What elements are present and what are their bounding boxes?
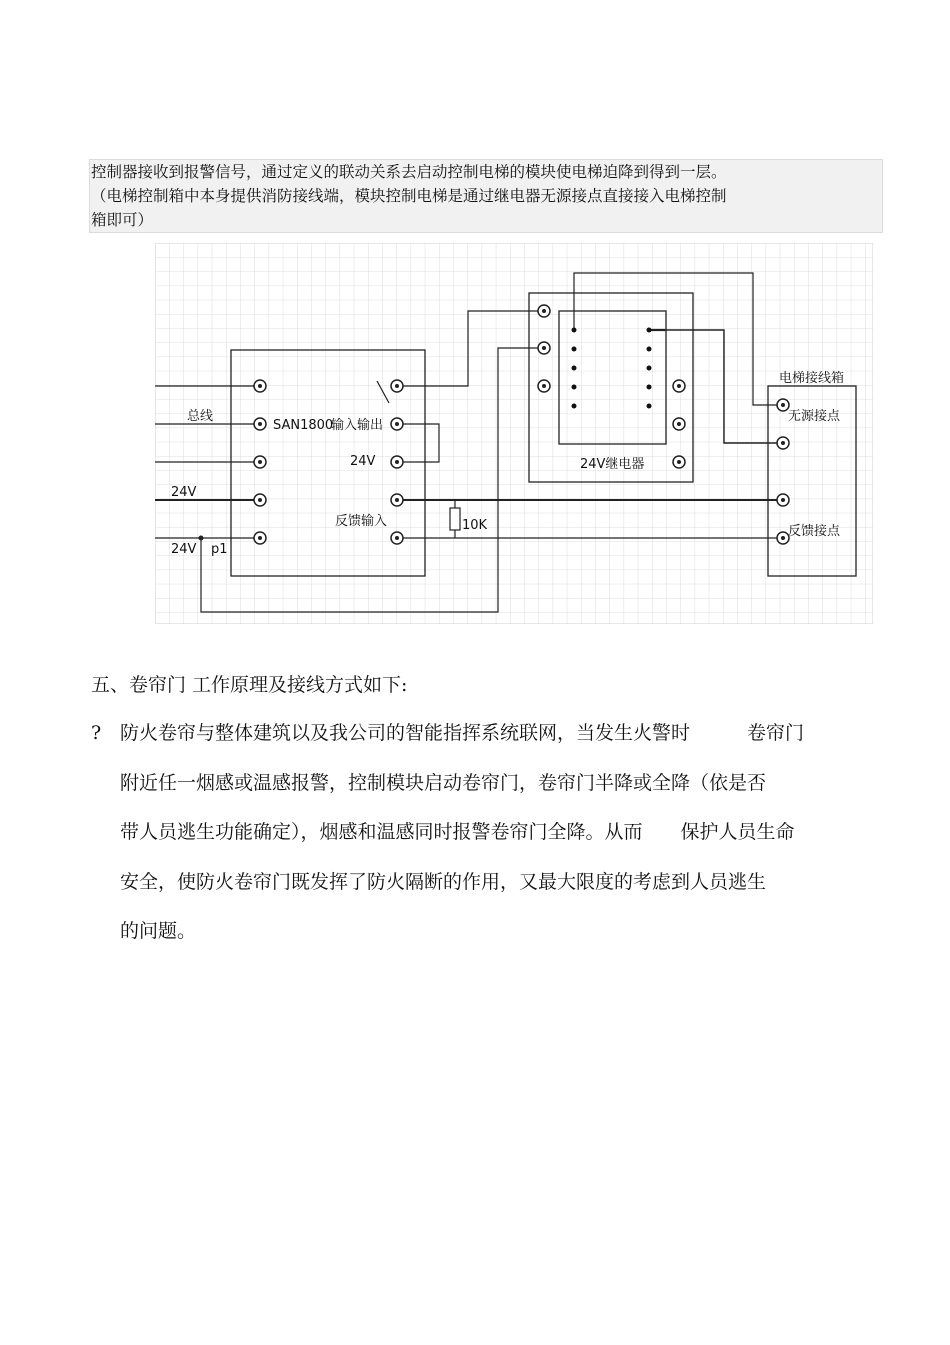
- resistor-symbol: [450, 508, 460, 530]
- io-output-label: 输入输出: [331, 418, 384, 433]
- v24-label-module: 24V: [350, 454, 376, 469]
- resistor-label: 10K: [462, 518, 488, 533]
- elevator-box-title: 电梯接线箱: [779, 371, 845, 386]
- note-line-1: 控制器接收到报警信号，通过定义的联动关系去启动控制电梯的模块使电梯迫降到得到一层。: [91, 163, 727, 181]
- feedback-contact-label: 反馈接点: [788, 524, 841, 539]
- bullet-mark: ?: [91, 722, 102, 744]
- relay-label: 24V继电器: [580, 457, 645, 472]
- elevator-wiring-diagram: [155, 243, 873, 624]
- module-label: SAN1800: [273, 418, 334, 433]
- junction-dot-p1: [199, 536, 204, 541]
- section-heading: 五、卷帘门 工作原理及接线方式如下:: [91, 674, 408, 696]
- note-line-3: 箱即可）: [91, 211, 154, 229]
- v24-label-left2: 24V: [171, 542, 197, 557]
- paragraph-line-2: 附近任一烟感或温感报警，控制模块启动卷帘门，卷帘门半降或全降（依是否: [120, 771, 767, 794]
- bus-label: 总线: [187, 409, 214, 424]
- note-box: [89, 159, 883, 233]
- note-line-2: （电梯控制箱中本身提供消防接线端，模块控制电梯是通过继电器无源接点直接接入电梯控制: [91, 187, 727, 205]
- v24-label-left1: 24V: [171, 485, 197, 500]
- paragraph-line-1: 防火卷帘与整体建筑以及我公司的智能指挥系统联网，当发生火警时 卷帘门: [120, 722, 805, 744]
- passive-contact-label: 无源接点: [788, 409, 841, 424]
- paragraph-line-3: 带人员逃生功能确定），烟感和温感同时报警卷帘门全降。从而 保护人员生命: [120, 821, 795, 843]
- paragraph-line-5: 的问题。: [120, 920, 197, 942]
- section-paragraph: [120, 718, 880, 966]
- feedback-input-label: 反馈输入: [335, 514, 388, 529]
- p1-label: p1: [211, 542, 228, 557]
- paragraph-line-4: 安全，使防火卷帘门既发挥了防火隔断的作用，又最大限度的考虑到人员逃生: [120, 870, 767, 893]
- grid-background: [155, 243, 873, 624]
